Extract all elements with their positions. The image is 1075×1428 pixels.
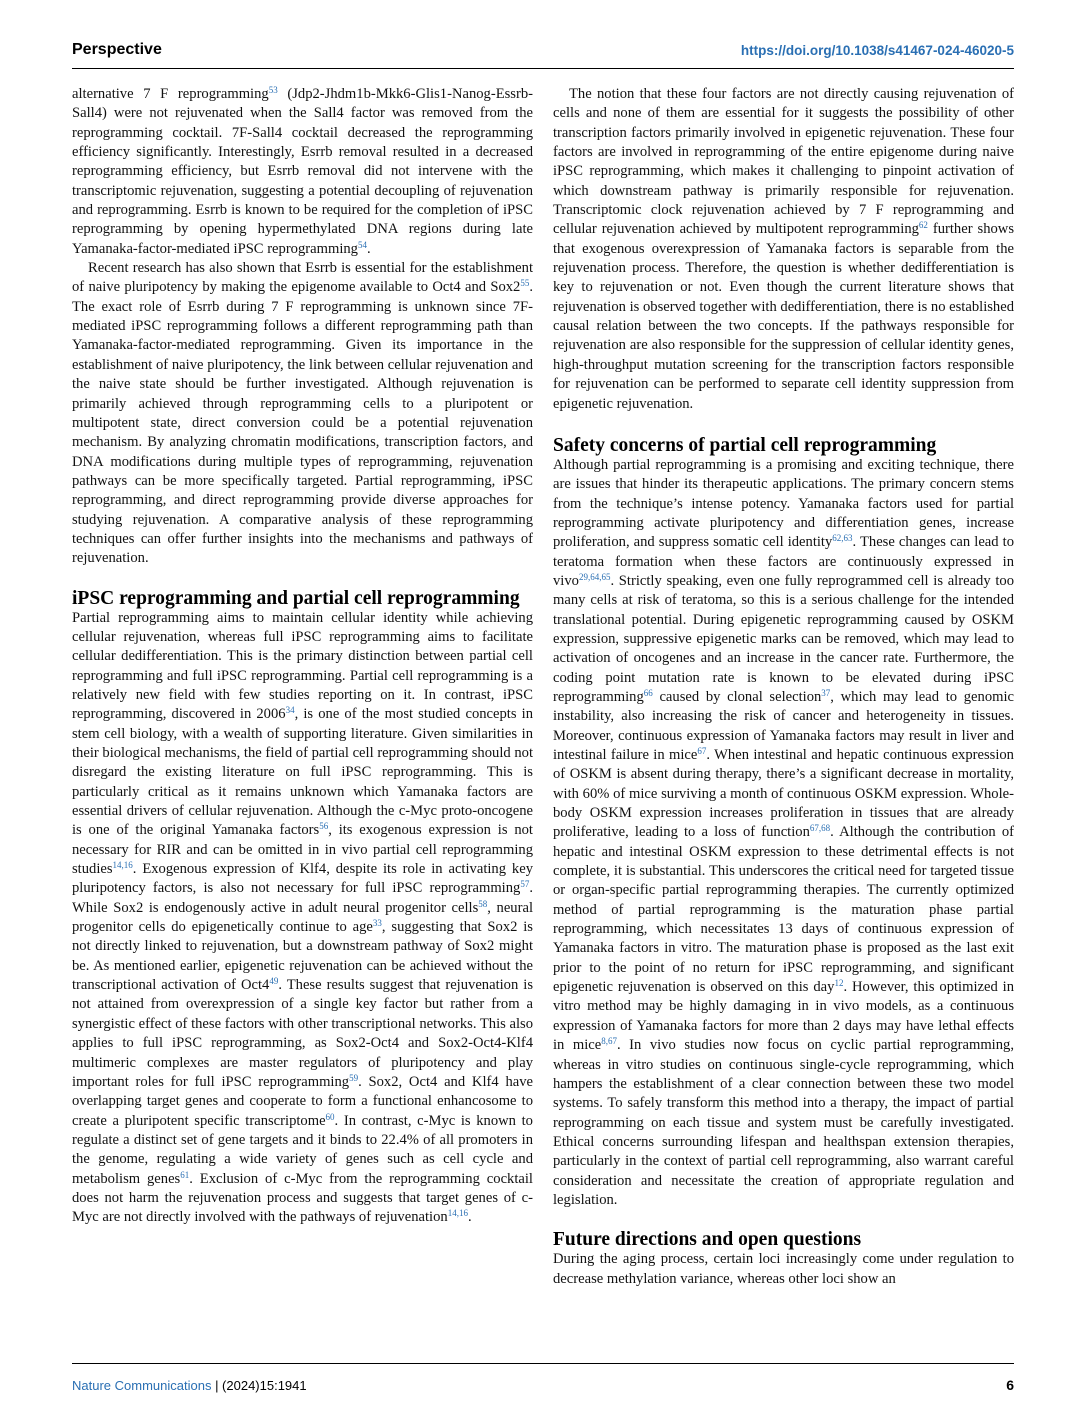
- citation-ref[interactable]: 34: [285, 705, 295, 716]
- citation-ref[interactable]: 58: [478, 898, 488, 909]
- citation-ref[interactable]: 37: [821, 687, 831, 698]
- citation-ref[interactable]: 61: [180, 1169, 190, 1180]
- page-number: 6: [1006, 1377, 1014, 1393]
- section-heading-ipsc: iPSC reprogramming and partial cell reprogramming: [72, 587, 520, 609]
- journal-name[interactable]: Nature Communications: [72, 1378, 212, 1393]
- citation-ref[interactable]: 29,64,65: [578, 571, 611, 582]
- footer-citation: [72, 1378, 307, 1393]
- citation-ref[interactable]: 55: [520, 278, 530, 289]
- citation-ref[interactable]: 49: [269, 976, 279, 987]
- citation-ref[interactable]: 67: [697, 746, 707, 756]
- right-paragraph-1: The notion that these four factors are not directly causing rejuvenation of cells and none of them are essential for it suggests the possibility of other transcription factors primarily involved in epigenetic rejuvenation. These four factors are involved in reprogramming of the entire epigenome during naive iPSC reprogramming, which makes it challenging to pinpoint activation of which downstream pathway is primarily responsible for rejuvenation. Transcriptomic clock rejuvenation achieved by 7 F reprogramming and cellular rejuvenation achieved by multipotent reprogramming$^{62}$ further shows that exogenous overexpression of Yamanaka factors is separable from the rejuvenation process. Therefore, the question is whether dedifferentiation is key to rejuvenation or not. Even though the current literature shows that rejuvenation is observed together with dedifferentiation, there is no established causal relation between the two concepts. If the pathways responsible for rejuvenation are also responsible for the suppression of cellular identity genes, high-throughput mutation screening for the transcription factors responsible for rejuvenation can be performed to separate cell identity suppression from epigenetic rejuvenation.: [553, 86, 1015, 412]
- citation-ref[interactable]: 57: [520, 879, 530, 890]
- right-column: [553, 85, 1014, 1289]
- section-heading-future: Future directions and open questions: [553, 1229, 862, 1251]
- right-paragraph-3: During the aging process, certain loci increasingly come under regulation to decrease methylation variance, whereas other loci show an: [553, 1251, 1014, 1287]
- citation-ref[interactable]: 56: [319, 821, 329, 832]
- citation-ref[interactable]: 66: [643, 687, 653, 698]
- volume-info: | (2024)15:1941: [211, 1378, 307, 1393]
- citation-ref[interactable]: 62: [918, 220, 928, 231]
- citation-ref[interactable]: 59: [349, 1072, 359, 1083]
- citation-ref[interactable]: 14,16: [447, 1208, 468, 1219]
- citation-ref[interactable]: 60: [325, 1111, 335, 1122]
- citation-ref[interactable]: 33: [372, 918, 382, 929]
- citation-ref[interactable]: 8,67: [601, 1036, 617, 1047]
- footer-divider: [72, 1363, 1014, 1364]
- left-paragraph-2: Recent research has also shown that Esrrb is essential for the establishment of naive pluripotency by making the epigenome available to Oct4 and $Sox2^{55}$. The exact role of Esrrb during 7 F reprogramming is unknown since 7F-mediated iPSC reprogramming follows a different reprogramming path than Yamanaka-factor-mediated reprogramming. Given its importance in the establishment of naive pluripotency, the link between cellular rejuvenation and the naive state should be further investigated. Although rejuvenation is primarily achieved through reprogramming cells to a pluripotent or multipotent state, direct conversion could be a potential rejuvenation mechanism. By analyzing chromatin modifications, transcription factors, and DNA modifications during multiple types of reprogramming, rejuvenation pathways can be more specifically targeted. Partial reprogramming, iPSC reprogramming, and direct reprogramming provide diverse approaches for studying rejuvenation. A comparative analysis of these reprogramming techniques can offer further insights into the mechanisms and pathways of rejuvenation.: [72, 260, 533, 567]
- citation-ref[interactable]: 67,68: [809, 823, 831, 834]
- right-paragraph-2: Although partial reprogramming is a promising and exciting technique, there are issues that hinder its therapeutic applications. The primary concern stems from the technique’s intense potency. Yamanaka factors used for partial reprogramming activate pluripotency and differentiation genes, increase proliferation, and suppress somatic cell identity$^{62,63}$. These changes can lead to teratoma formation when these factors are continuously expressed in vivo$^{29,64,65}$. Strictly speaking, even one fully reprogrammed cell is already too many cells at risk of teratoma, so this is a serious challenge for the intended translational potential. During epigenetic reprogramming caused by OSKM expression, suppressive epigenetic marks can be removed, which may lead to activation of oncogenes and an increase in the cancer rate. Furthermore, the coding point mutation rate is known to be elevated during iPSC reprogramming$^{66}$ caused by clonal selection$^{37}$, which may lead to genomic instability, also increasing the risk of cancer and heterogeneity in tissues. Moreover, continuous expression of Yamanaka factors may result in liver and intestinal failure in mice$^{67}$. When intestinal and hepatic continuous expression of OSKM is absent during therapy, there’s a significant decrease in mortality, with 60% of mice surviving a month of continuous OSKM expression. Whole-body OSKM expression increases proliferation in tissues that are already proliferative, leading to a loss of function$^{67,68}$. Although the contribution of hepatic and intestinal OSKM expression to these detrimental effects is not complete, it is substantial. This underscores the critical need for targeted tissue or organ-specific partial reprogramming therapies. The currently optimized method of partial reprogramming is the maturation phase partial reprogramming, which necessitates 13 days of continuous expression of Yamanaka factors in vitro. The maturation phase is proposed as the last exit prior to the point of no return for iPSC reprogramming, and significant epigenetic rejuvenation is observed on this day$^{12}$. However, this optimized in vitro method may be highly damaging in in vivo models, as a continuous expression of Yamanaka factors for more than 2 days may have lethal effects in mice$^{8,67}$. In vivo studies now focus on cyclic partial reprogramming, whereas in vitro studies on continuous single-cycle reprogramming, which hampers the establishment of a clear connection between these two model systems. To safely transform this method into a therapy, the impact of partial reprogramming on each tissue and system must be carefully investigated. Ethical concerns surrounding lifespan and healthspan extension therapies, particularly in the context of partial cell reprogramming, also warrant careful consideration and necessitate the creation of appropriate regulation and legislation.: [553, 456, 1015, 1208]
- citation-ref[interactable]: 14,16: [112, 860, 133, 871]
- citation-ref[interactable]: 54: [357, 239, 367, 250]
- citation-ref[interactable]: 53: [268, 85, 278, 95]
- left-paragraph-3: Partial reprogramming aims to maintain cellular identity while achieving cellular rejuvenation, whereas full iPSC reprogramming aims to facilitate cellular dedifferentiation. This is the primary distinction between partial cell reprogramming and full iPSC reprogramming. Partial cell reprogramming is a relatively new field with few studies reporting on it. In contrast, iPSC reprogramming, discovered in 2006$^{34}$, is one of the most studied concepts in stem cell biology, with a wealth of supporting literature. Given similarities in their biological mechanisms, the field of partial cell reprogramming should not disregard the existing literature on full iPSC reprogramming. This is particularly critical as it remains unknown which Yamanaka factors are essential drivers of cellular rejuvenation. Although the c-Myc proto-oncogene is one of the original Yamanaka factors$^{56}$, its exogenous expression is not necessary for RIR and can be omitted in in vivo partial cell reprogramming studies$^{14,16}$. Exogenous expression of Klf4, despite its role in activating key pluripotency factors, is also not necessary for full iPSC reprogramming$^{57}$. While Sox2 is endogenously active in adult neural progenitor cells$^{58}$, neural progenitor cells do epigenetically continue to age$^{33}$, suggesting that Sox2 is not directly linked to rejuvenation, but a downstream pathway of Sox2 might be. As mentioned earlier, epigenetic rejuvenation can be achieved without the transcriptional activation of $Oct4^{49}$. These results suggest that rejuvenation is not attained from overexpression of a single key factor but rather from a synergistic effect of these factors with other transcriptional networks. This also applies to full iPSC reprogramming, as Sox2-Oct4 and Sox2-Oct4-Klf4 multimeric complexes are master regulators of pluripotency and play important roles for full iPSC reprogramming$^{59}$. Sox2, Oct4 and Klf4 have overlapping target genes and cooperate to form a functional enhancosome to create a pluripotent specific transcriptome$^{60}$. In contrast, c-Myc is known to regulate a distinct set of gene targets and it binds to 22.4% of all promoters in the genome, regulating a wide variety of genes such as cell cycle and metabolism genes$^{61}$. Exclusion of c-Myc from the reprogramming cocktail does not harm the rejuvenation process and suggests that target genes of c-Myc are not directly involved with the pathways of rejuvenation$^{14,16}$.: [72, 609, 534, 1226]
- left-paragraph-1: alternative 7 F reprogramming$^{53}$ (Jdp2-Jhdm1b-Mkk6-Glis1-Nanog-Essrb-Sall4) were not rejuvenated when the Sall4 factor was removed from the reprogramming cocktail. 7F-Sall4 cocktail decreased the reprogramming efficiency significantly. Interestingly, Esrrb removal resulted in a decreased reprogramming efficiency, but Esrrb removal did not intervene with the transcriptomic rejuvenation, suggesting a potential decoupling of rejuvenation and reprogramming. Esrrb is known to be required for the completion of iPSC reprogramming by opening hypermethylated DNA regions during late Yamanaka-factor-mediated iPSC reprogramming$^{54}$.: [72, 85, 533, 257]
- citation-ref[interactable]: 62,63: [832, 533, 853, 544]
- citation-ref[interactable]: 12: [834, 978, 844, 989]
- header-divider: [72, 68, 1014, 69]
- left-column: [72, 85, 533, 1228]
- doi-link[interactable]: https://doi.org/10.1038/s41467-024-46020-5: [740, 43, 1014, 58]
- section-label: Perspective: [72, 41, 162, 58]
- section-heading-safety: Safety concerns of partial cell reprogramming: [553, 434, 937, 456]
